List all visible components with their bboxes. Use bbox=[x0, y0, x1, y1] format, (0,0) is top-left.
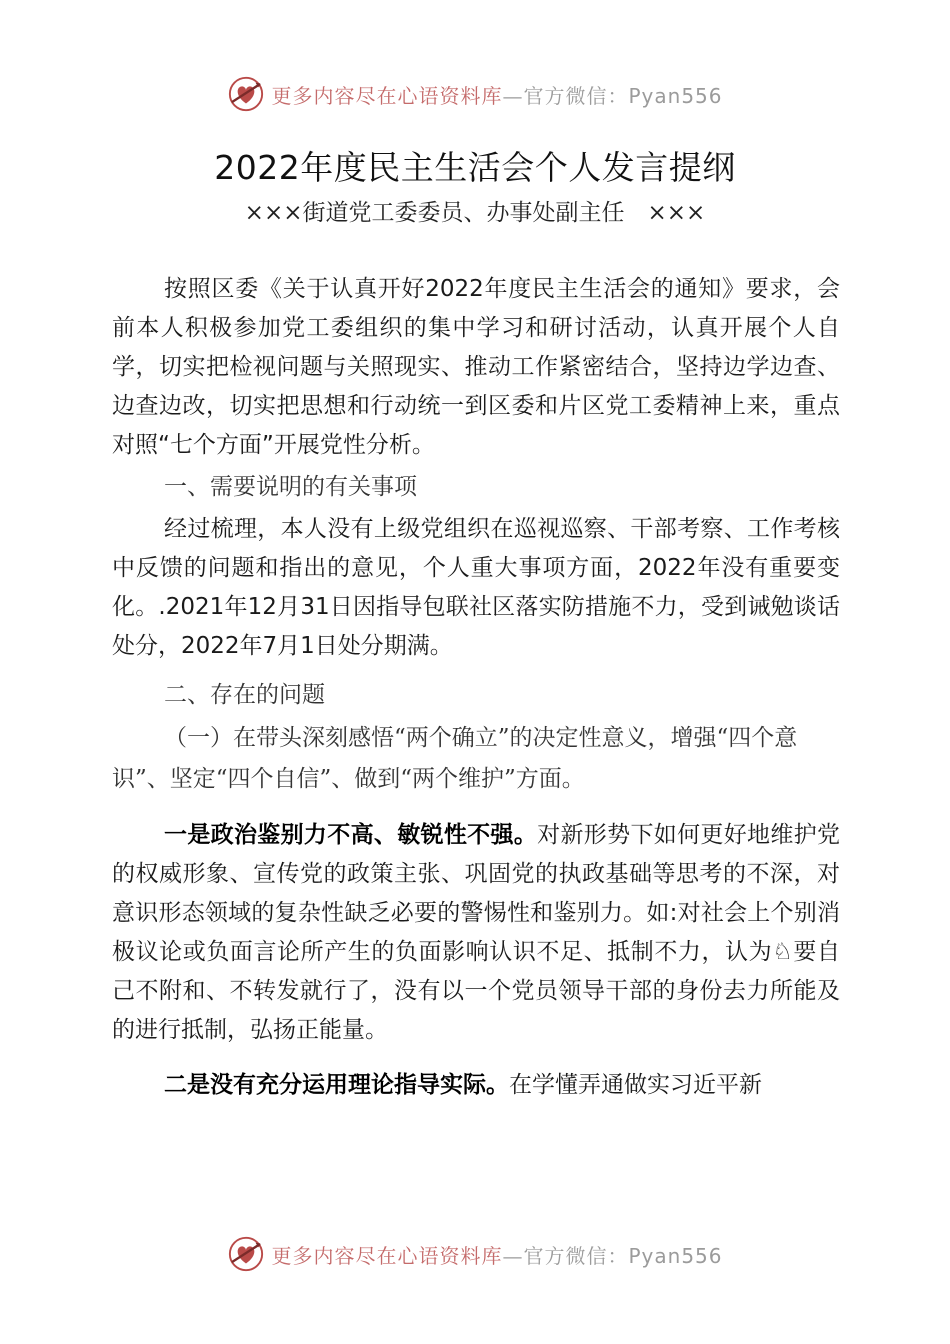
intro-paragraph: 按照区委《关于认真开好2022年度民主生活会的通知》要求，会前本人积极参加党工委组织的集中学习和研讨活动，认真开展个人自学，切实把检视问题与关照现实、推动工作紧密结合，坚持边学边查、边查边改，切实把思想和行动统一到区委和片区党工委精神上来，重点对照“七个方面”开展党性分析。 bbox=[112, 276, 840, 458]
document-body bbox=[112, 270, 840, 1105]
watermark-brand: 更多内容尽在心语资料库 bbox=[271, 1243, 503, 1268]
watermark-header bbox=[0, 72, 950, 116]
watermark-footer bbox=[0, 1232, 950, 1276]
watermark-text bbox=[271, 1240, 722, 1269]
watermark-text bbox=[271, 80, 722, 109]
point-2-text: 在学懂弄通做实习近平新 bbox=[509, 1072, 762, 1098]
watermark-label: 官方微信： bbox=[523, 1243, 629, 1268]
watermark-label: 官方微信： bbox=[523, 83, 629, 108]
point-1-lead: 一是政治鉴别力不高、敏锐性不强。 bbox=[164, 822, 538, 848]
section-1-paragraph: 经过梳理，本人没有上级党组织在巡视巡察、干部考察、工作考核中反馈的问题和指出的意见，个人重大事项方面，2022年没有重要变化。.2021年12月31日因指导包联社区落实防措施不力，受到诫勉谈话处分，2022年7月1日处分期满。 bbox=[112, 516, 840, 659]
document-title: 2022年度民主生活会个人发言提纲 bbox=[214, 148, 736, 187]
subsection-1-heading: （一）在带头深刻感悟“两个确立”的决定性意义，增强“四个意识”、坚定“四个自信”、做到“两个维护”方面。 bbox=[112, 725, 798, 792]
watermark-brand: 更多内容尽在心语资料库 bbox=[271, 83, 503, 108]
point-1-text: 对新形势下如何更好地维护党的权威形象、宣传党的政策主张、巩固党的执政基础等思考的不深，对意识形态领域的复杂性缺乏必要的警惕性和鉴别力。如:对社会上个别消极议论或负面言论所产生的负面影响认识不足、抵制不力，认为♘要自己不附和、不转发就行了，没有以一个党员领导干部的身份去力所能及的进行抵制，弘扬正能量。 bbox=[112, 822, 841, 1043]
point-2-paragraph bbox=[112, 1066, 840, 1105]
watermark-id: Pyan556 bbox=[628, 83, 723, 108]
point-1-paragraph bbox=[112, 816, 840, 1050]
watermark-dash: — bbox=[502, 83, 524, 108]
point-2-lead: 二是没有充分运用理论指导实际。 bbox=[164, 1072, 509, 1098]
document-subtitle: ×××街道党工委委员、办事处副主任 ××× bbox=[244, 200, 706, 226]
heart-logo-icon bbox=[227, 1235, 265, 1273]
section-1-heading: 一、需要说明的有关事项 bbox=[164, 474, 417, 500]
watermark-dash: — bbox=[502, 1243, 524, 1268]
watermark-id: Pyan556 bbox=[628, 1243, 723, 1268]
section-2-heading: 二、存在的问题 bbox=[164, 682, 325, 708]
heart-logo-icon bbox=[227, 75, 265, 113]
